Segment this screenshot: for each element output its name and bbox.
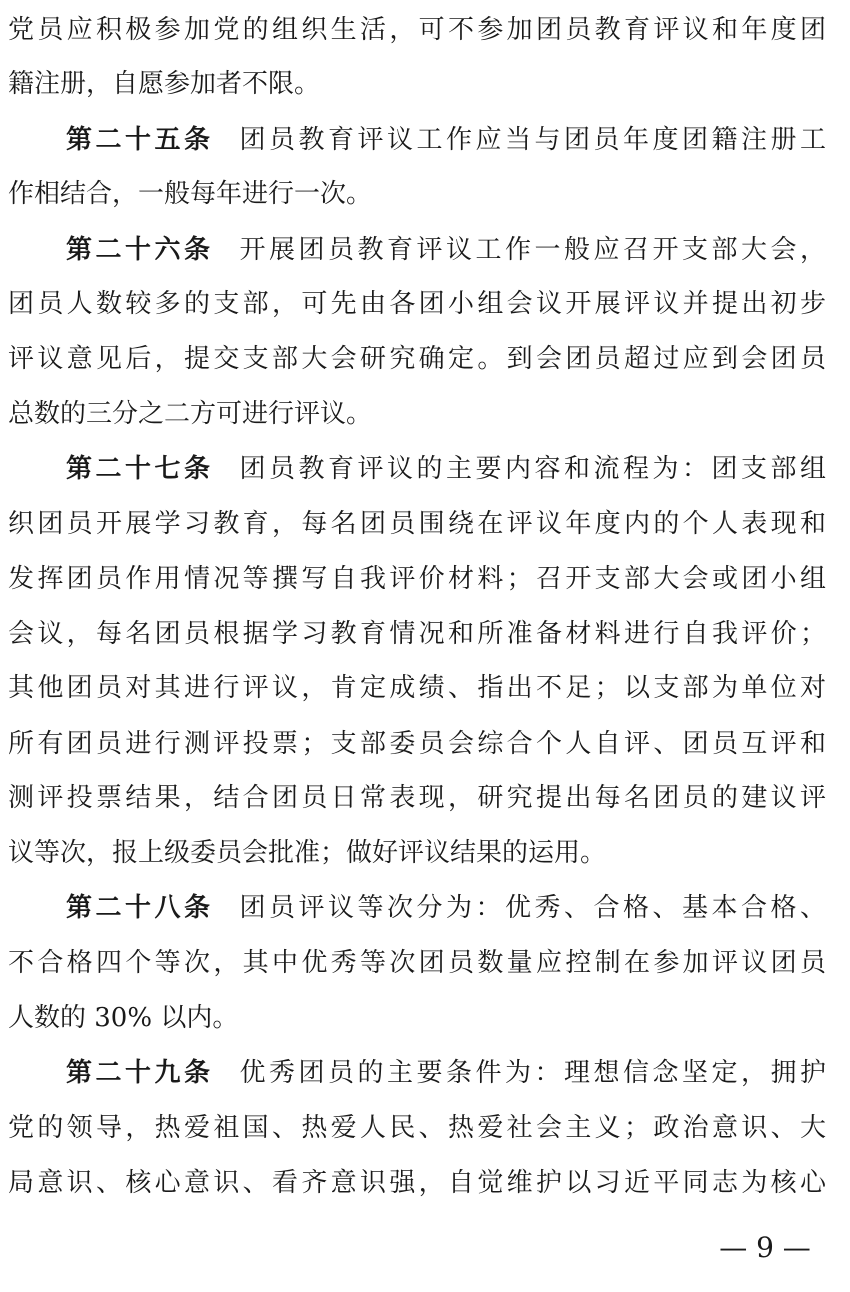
text-line <box>8 504 826 544</box>
line-text: 团员教育评议的主要内容和流程为：团支部组 <box>239 454 826 484</box>
line-text: 党的领导，热爱祖国、热爱人民、热爱社会主义；政治意识、大 <box>8 1113 826 1143</box>
text-line <box>8 668 826 708</box>
line-text: 总数的三分之二方可进行评议。 <box>8 399 373 429</box>
text-line <box>8 724 826 764</box>
article-29-line <box>66 1053 826 1093</box>
text-line <box>8 174 826 214</box>
text-line <box>8 284 826 324</box>
text-line <box>8 778 826 818</box>
text-line <box>8 339 826 379</box>
line-text: 织团员开展学习教育，每名团员围绕在评议年度内的个人表现和 <box>8 509 826 539</box>
article-27-line <box>66 449 826 489</box>
line-text: 团员评议等次分为：优秀、合格、基本合格、 <box>239 893 826 923</box>
article-26-line <box>66 230 826 270</box>
article-28-heading: 第二十八条 <box>66 893 214 923</box>
article-27-heading: 第二十七条 <box>66 454 214 484</box>
line-text: 评议意见后，提交支部大会研究确定。到会团员超过应到会团员 <box>8 344 826 374</box>
line-text: 测评投票结果，结合团员日常表现，研究提出每名团员的建议评 <box>8 783 826 813</box>
line-text: 其他团员对其进行评议，肯定成绩、指出不足；以支部为单位对 <box>8 673 826 703</box>
line-text: 人数的 30% 以内。 <box>8 1003 239 1033</box>
text-line <box>8 614 826 654</box>
line-text: 所有团员进行测评投票；支部委员会综合个人自评、团员互评和 <box>8 729 826 759</box>
line-text: 开展团员教育评议工作一般应召开支部大会， <box>239 235 826 265</box>
text-line <box>8 559 826 599</box>
line-text: 优秀团员的主要条件为：理想信念坚定，拥护 <box>239 1058 826 1088</box>
line-text: 发挥团员作用情况等撰写自我评价材料；召开支部大会或团小组 <box>8 564 826 594</box>
text-line <box>8 394 826 434</box>
text-line <box>8 64 826 104</box>
line-text: 团员教育评议工作应当与团员年度团籍注册工 <box>239 125 826 155</box>
article-25-line <box>66 120 826 160</box>
line-text: 议等次，报上级委员会批准；做好评议结果的运用。 <box>8 838 607 868</box>
line-text: 局意识、核心意识、看齐意识强，自觉维护以习近平同志为核心 <box>8 1168 826 1198</box>
text-line <box>8 1163 826 1203</box>
text-line <box>8 833 826 873</box>
line-text: 作相结合，一般每年进行一次。 <box>8 179 373 209</box>
text-line <box>8 10 826 50</box>
article-25-heading: 第二十五条 <box>66 125 214 155</box>
article-26-heading: 第二十六条 <box>66 235 214 265</box>
line-text: 不合格四个等次，其中优秀等次团员数量应控制在参加评议团员 <box>8 948 826 978</box>
line-text: 党员应积极参加党的组织生活，可不参加团员教育评议和年度团 <box>8 15 826 45</box>
text-line <box>8 943 826 983</box>
article-29-heading: 第二十九条 <box>66 1058 214 1088</box>
line-text: 籍注册，自愿参加者不限。 <box>8 69 321 99</box>
text-line <box>8 1108 826 1148</box>
article-28-line <box>66 888 826 928</box>
text-line <box>8 998 826 1038</box>
line-text: 团员人数较多的支部，可先由各团小组会议开展评议并提出初步 <box>8 289 826 319</box>
page-number: — 9 — <box>719 1231 811 1264</box>
line-text: 会议，每名团员根据学习教育情况和所准备材料进行自我评价； <box>8 619 826 649</box>
